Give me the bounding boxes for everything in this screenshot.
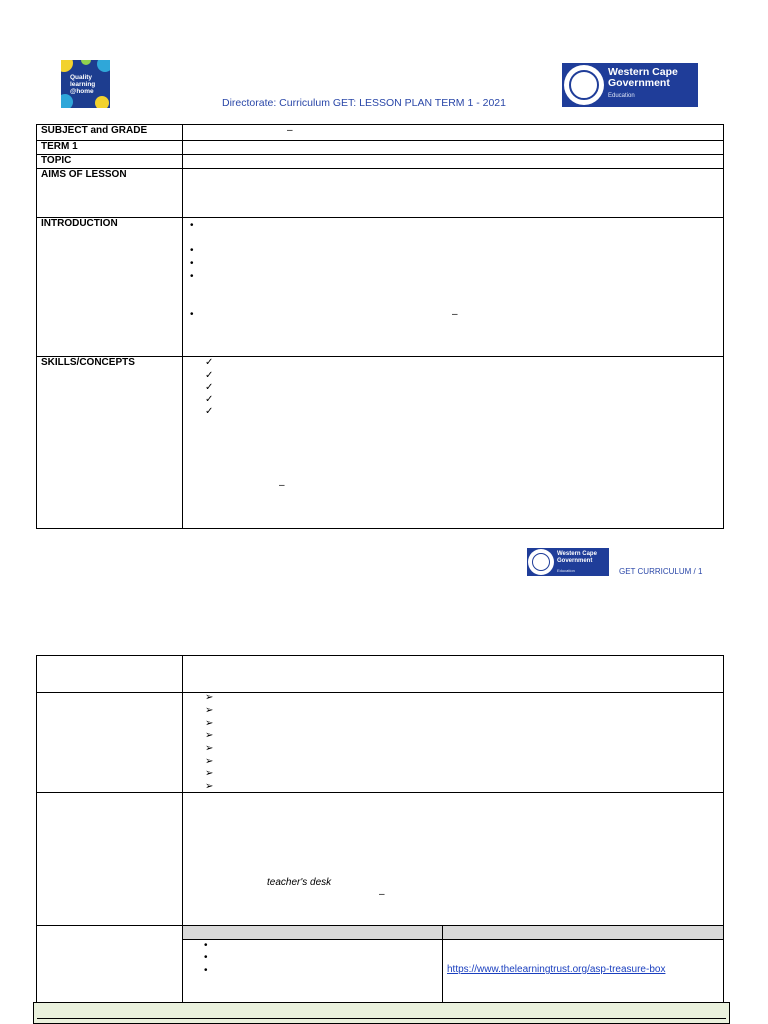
logo-text: Quality learning @home <box>70 74 96 95</box>
logo-subtitle: Education <box>608 93 635 99</box>
check-icon: ✓ <box>205 382 214 393</box>
row-label <box>37 926 183 1004</box>
lesson-plan-table-continued <box>36 655 724 1004</box>
check-icon: ✓ <box>205 370 214 381</box>
row-label: INTRODUCTION <box>37 218 183 357</box>
logo-subtitle: Education <box>557 568 575 573</box>
arrow-icon: ➢ <box>205 705 214 716</box>
directorate-heading: Directorate: Curriculum GET: LESSON PLAN TERM 1 - 2021 <box>222 97 506 109</box>
arrow-icon: ➢ <box>205 768 214 779</box>
row-label: SKILLS/CONCEPTS <box>37 357 183 529</box>
row-label: AIMS OF LESSON <box>37 169 183 218</box>
bullet-icon: • <box>190 245 194 256</box>
row-label <box>37 793 183 926</box>
dash-mark: – <box>379 889 385 900</box>
check-icon: ✓ <box>205 406 214 417</box>
treasure-box-link[interactable]: https://www.thelearningtrust.org/asp-treasure-box <box>447 964 666 975</box>
row-value <box>183 218 724 357</box>
page-footer: GET CURRICULUM / 1 <box>619 567 703 576</box>
row-value <box>183 357 724 529</box>
quality-learning-logo <box>61 60 110 108</box>
row-value <box>183 169 724 218</box>
row-value <box>183 693 724 793</box>
bullet-icon: • <box>204 952 208 963</box>
row-value <box>183 656 724 693</box>
row-label <box>37 656 183 693</box>
row-label: SUBJECT and GRADE <box>37 125 183 141</box>
dash-mark: – <box>452 309 458 320</box>
logo-title: Western Cape Government <box>557 551 597 564</box>
dash-mark: – <box>279 480 285 491</box>
desk-text: teacher's desk <box>267 877 332 888</box>
arrow-icon: ➢ <box>205 756 214 767</box>
western-cape-government-logo-small <box>527 548 609 576</box>
row-value <box>183 793 724 926</box>
check-icon: ✓ <box>205 394 214 405</box>
crest-icon <box>564 65 604 105</box>
row-label: TERM 1 <box>37 141 183 155</box>
lesson-plan-table <box>36 124 724 529</box>
row-label: TOPIC <box>37 155 183 169</box>
arrow-icon: ➢ <box>205 718 214 729</box>
column-header <box>183 926 443 940</box>
arrow-icon: ➢ <box>205 730 214 741</box>
check-icon: ✓ <box>205 357 214 368</box>
bullet-icon: • <box>190 271 194 282</box>
bullet-icon: • <box>204 965 208 976</box>
arrow-icon: ➢ <box>205 743 214 754</box>
bullet-icon: • <box>190 309 194 320</box>
arrow-icon: ➢ <box>205 692 214 703</box>
row-value <box>183 141 724 155</box>
arrow-icon: ➢ <box>205 781 214 792</box>
bullet-icon: • <box>190 258 194 269</box>
row-value: – <box>183 125 724 141</box>
western-cape-government-logo <box>562 63 698 107</box>
crest-icon <box>528 549 554 575</box>
bullet-icon: • <box>204 940 208 951</box>
row-label <box>37 693 183 793</box>
logo-title: Western Cape Government <box>608 66 678 89</box>
resource-cell <box>183 940 443 1004</box>
column-header <box>443 926 724 940</box>
row-value <box>183 155 724 169</box>
green-section-bar <box>33 1002 730 1024</box>
bullet-icon: • <box>190 220 194 231</box>
